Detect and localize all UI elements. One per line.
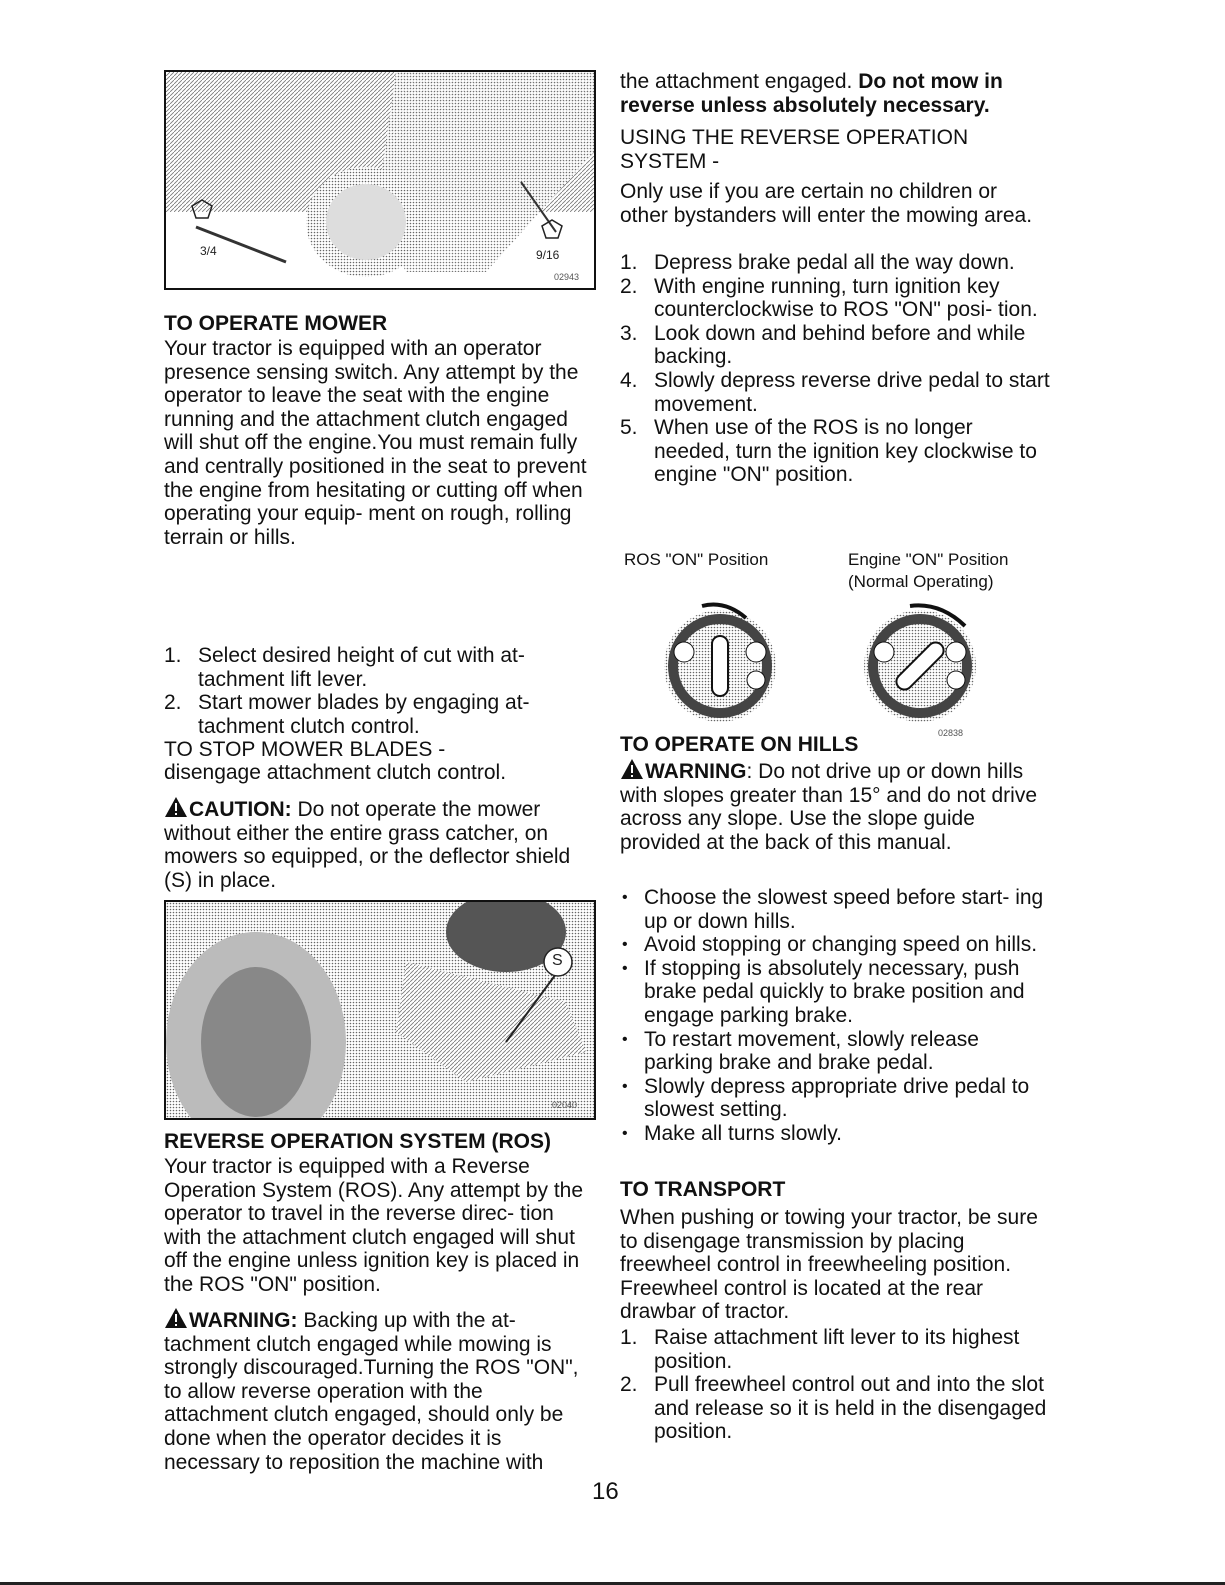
heading-operate-mower: TO OPERATE MOWER: [164, 312, 388, 335]
list-item: 4. Slowly depress reverse drive pedal to start movement.: [620, 368, 1050, 416]
heading-ros: REVERSE OPERATION SYSTEM (ROS): [164, 1130, 551, 1153]
warning-label: WARNING: [645, 760, 747, 783]
continued-paragraph: the attachment engaged. Do not mow in reverse unless absolutely necessary.: [620, 70, 1003, 117]
list-item: 1. Depress brake pedal all the way down.: [620, 251, 1015, 274]
figure-code: 02943: [554, 272, 580, 282]
deflector-illustration: [166, 902, 594, 1118]
ros-warning-paragraph: [164, 1307, 588, 1474]
transport-body: When pushing or towing your tractor, be sure to disengage transmission by placing freewheel control in freewheeling position. Freewheel control is located at the rear drawbar of tractor.: [620, 1206, 1038, 1324]
caution-paragraph: [164, 796, 588, 892]
key-caption-ros: ROS "ON" Position: [624, 550, 769, 569]
wrench-size-9-16: 9/16: [536, 248, 560, 262]
key-caption-engine-sub: (Normal Operating): [848, 572, 994, 591]
caution-text: Do not operate the mower without either the entire grass catcher, on mowers so equipped, or the deflector shield (S) in place.: [164, 798, 571, 892]
warning-text: Backing up with the at- tachment clutch engaged while mowing is strongly discouraged.Turning the ROS "ON", to allow reverse operation with the attachment clutch engaged, should only be done when the operator decides it is necessary to reposition the machine with: [164, 1309, 579, 1474]
list-item: 2. Pull freewheel control out and into the slot and release so it is held in the disengaged position.: [620, 1373, 1047, 1444]
heading-transport: TO TRANSPORT: [620, 1178, 786, 1201]
using-ros-heading: USING THE REVERSE OPERATION SYSTEM -: [620, 126, 969, 173]
warning-triangle-icon: [164, 1307, 188, 1329]
figure-wheel-bolts: [164, 70, 596, 290]
stop-blades-heading: TO STOP MOWER BLADES -: [164, 738, 446, 761]
list-item: 3. Look down and behind before and while backing.: [620, 321, 1026, 369]
warning-triangle-icon: [164, 796, 188, 818]
list-item: 2. Start mower blades by engaging at- tachment clutch control.: [164, 691, 530, 738]
operate-mower-steps: [164, 644, 584, 738]
list-item: 5. When use of the ROS is no longer needed, turn the ignition key clockwise to engine "ON" position.: [620, 416, 1037, 487]
list-item: • Slowly depress appropriate drive pedal to slowest setting.: [620, 1075, 1050, 1122]
ros-body: Your tractor is equipped with a Reverse Operation System (ROS). Any attempt by the operator to travel in the reverse direc- tion with the attachment clutch engaged will shut off the engine unless ignition key is placed in the ROS "ON" position.: [164, 1155, 584, 1296]
wrench-size-3-4: 3/4: [200, 244, 217, 258]
stop-blades-body: disengage attachment clutch control.: [164, 761, 507, 784]
warning-triangle-icon: [620, 758, 644, 780]
heading-hills: TO OPERATE ON HILLS: [620, 733, 859, 756]
caution-label: CAUTION:: [189, 798, 292, 821]
figure-deflector-shield: [164, 900, 596, 1120]
hills-warning-paragraph: [620, 758, 1052, 854]
ignition-engine-on-icon: [864, 605, 976, 722]
list-item: • To restart movement, slowly release parking brake and brake pedal.: [620, 1028, 1050, 1075]
ignition-key-figures: [620, 596, 1020, 726]
using-ros-steps: [620, 251, 1050, 487]
operate-mower-body: Your tractor is equipped with an operator presence sensing switch. Any attempt by the operator to leave the seat with the engine running and the attachment clutch engaged will shut off the engine.You must remain fully and centrally positioned in the seat to prevent the engine from hesitating or cutting off when operating your equip- ment on rough, rolling terrain or hills.: [164, 337, 587, 549]
list-item: 1. Select desired height of cut with at- tachment lift lever.: [164, 644, 525, 691]
ignition-ros-on-icon: [664, 605, 776, 723]
shield-label-s: S: [552, 952, 563, 969]
figure-code: 02838: [938, 728, 964, 738]
key-caption-engine: Engine "ON" Position: [848, 550, 1009, 569]
list-item: 2. With engine running, turn ignition key counterclockwise to ROS "ON" posi- tion.: [620, 274, 1038, 322]
warning-text: : Do not drive up or down hills with slopes greater than 15° and do not drive across any slope. Use the slope guide provided at the back of this manual.: [620, 760, 1037, 854]
figure-code: 02040: [552, 1100, 578, 1110]
hills-bullets: [620, 886, 1050, 1146]
list-item: • If stopping is absolutely necessary, push brake pedal quickly to brake position and engage parking brake.: [620, 957, 1050, 1028]
wheel-illustration: [166, 72, 594, 288]
using-ros-body: Only use if you are certain no children or other bystanders will enter the mowing area.: [620, 180, 1033, 227]
warning-label: WARNING:: [189, 1309, 298, 1332]
list-item: • Avoid stopping or changing speed on hills.: [620, 933, 1050, 957]
list-item: 1. Raise attachment lift lever to its highest position.: [620, 1326, 1020, 1373]
page-number: 16: [592, 1478, 619, 1505]
transport-steps: [620, 1326, 1050, 1444]
list-item: • Choose the slowest speed before start- ing up or down hills.: [620, 886, 1050, 933]
list-item: • Make all turns slowly.: [620, 1122, 1050, 1146]
